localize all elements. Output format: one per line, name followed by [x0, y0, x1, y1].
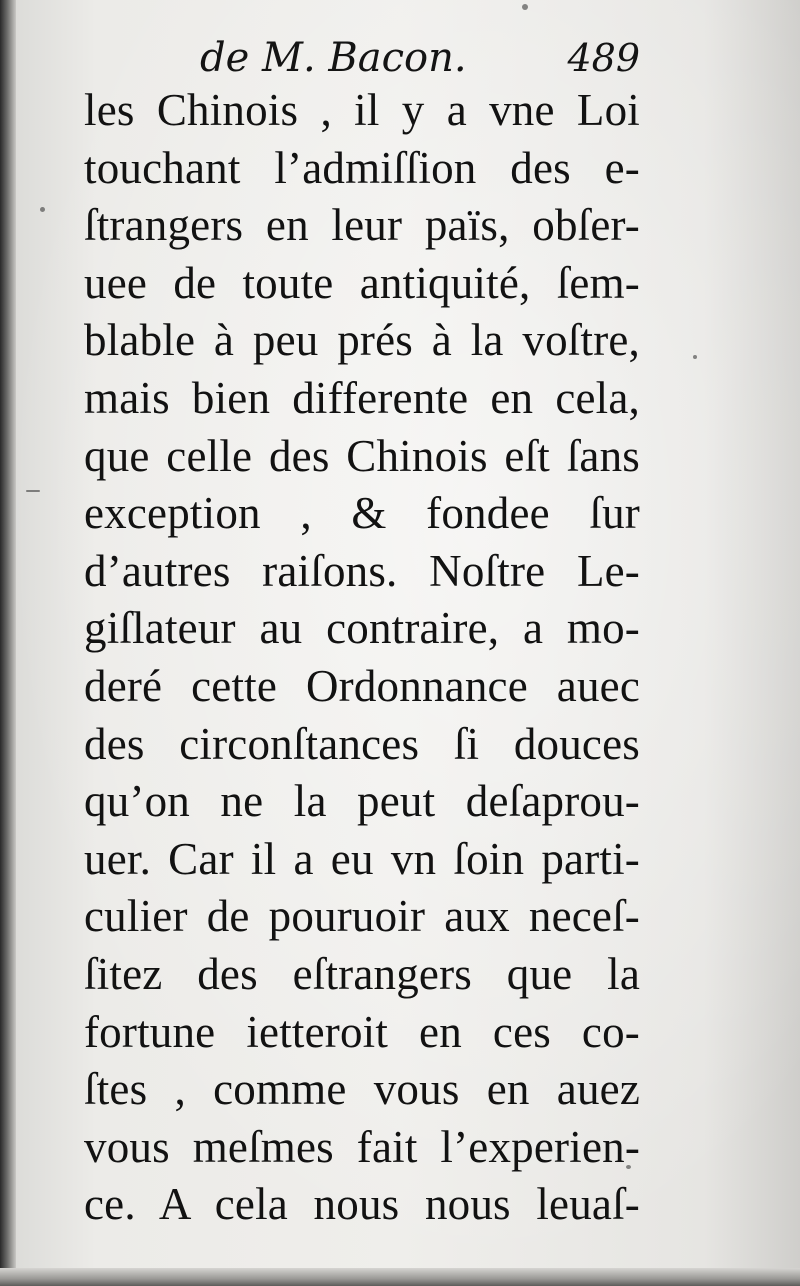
text-line: culier de pouruoir aux neceſ- [84, 891, 640, 942]
ink-speck [26, 490, 40, 492]
text-line: ſtrangers en leur païs, obſer- [84, 200, 640, 251]
text-line: fortune ietteroit en ces co- [84, 1006, 640, 1057]
page-header [200, 30, 650, 86]
text-line: deré cette Ordonnance auec [84, 660, 640, 711]
text-line: les Chinois , il y a vne Loi [84, 85, 640, 135]
page-number: 489 [567, 36, 640, 80]
page-binding-edge [0, 0, 16, 1286]
text-line: d’autres raiſons. Noſtre Le- [84, 545, 640, 596]
ink-speck [40, 207, 45, 212]
text-line: mais bien differente en cela, [84, 372, 640, 423]
text-line: ce. A cela nous nous leuaſ- [84, 1179, 640, 1230]
ink-speck [693, 355, 697, 359]
ink-speck [522, 4, 528, 10]
text-line: que celle des Chinois eſt ſans [84, 430, 640, 481]
text-line: des circonſtances ſi douces [84, 718, 640, 769]
page-bottom-edge [0, 1268, 800, 1286]
body-text [84, 82, 640, 1234]
text-line: uee de toute antiquité, ſem- [84, 257, 640, 308]
text-line: ſtes , comme vous en auez [84, 1064, 640, 1115]
text-line: uer. Car il a eu vn ſoin parti- [84, 833, 640, 884]
text-line: touchant l’admiſſion des e- [84, 142, 640, 193]
text-line: giſlateur au contraire, a mo- [84, 603, 640, 654]
text-line: ſitez des eſtrangers que la [84, 948, 640, 999]
running-title: de M. Bacon. [200, 35, 467, 81]
text-line: vous meſmes fait l’experien- [84, 1121, 640, 1172]
text-line: qu’on ne la peut deſaprou- [84, 776, 640, 827]
text-line: exception , & fondee ſur [84, 488, 640, 539]
text-line: blable à peu prés à la voſtre, [84, 315, 640, 366]
